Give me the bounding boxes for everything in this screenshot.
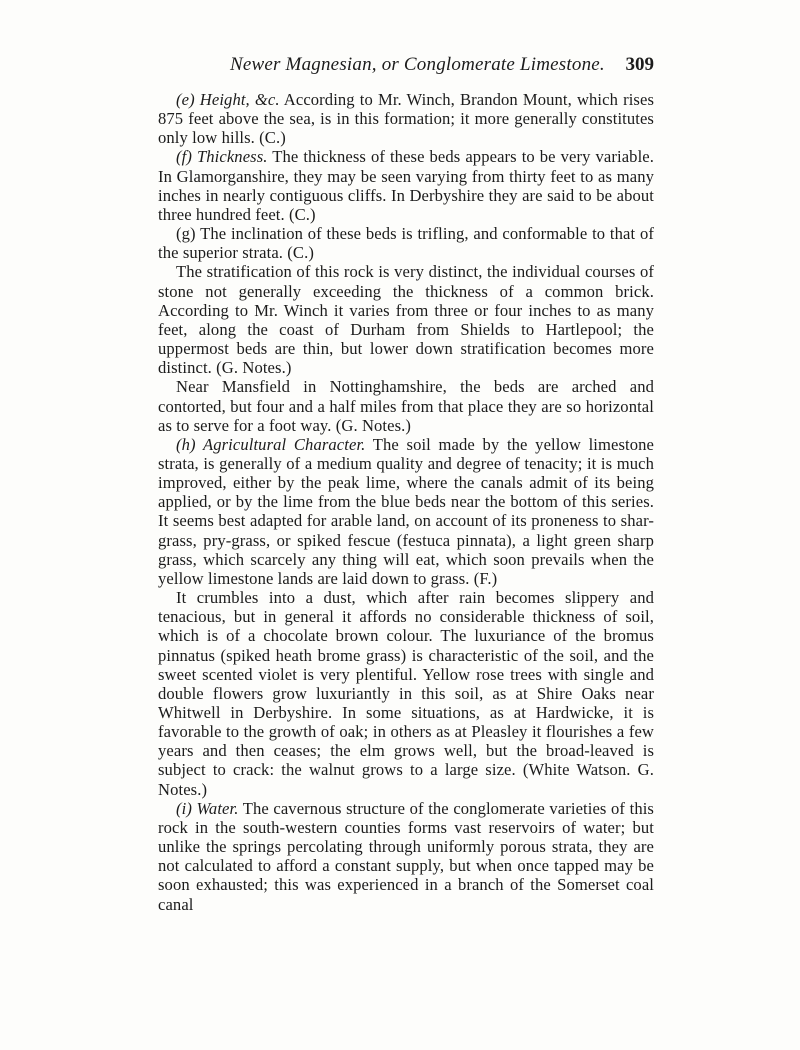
paragraph-text: Near Mansfield in Nottinghamshire, the beds are arched and contorted, but four and a half miles from that place they are so horizontal as to serve for a foot way. (G. Notes.): [158, 377, 654, 435]
section-label-thickness: (f) Thickness.: [176, 147, 268, 167]
paragraph-inclination: [158, 224, 654, 262]
running-title: Newer Magnesian, or Conglomerate Limestone.: [230, 54, 605, 75]
paragraph-soil: [158, 588, 654, 799]
paragraph-text: It crumbles into a dust, which after rain becomes slippery and tenacious, but in general it affords no considerable thickness of soil, which is of a chocolate brown colour. The luxuriance of the bromus pinnatus (spiked heath brome grass) is characteristic of the soil, and the sweet scented violet is very plentiful. Yellow rose trees with single and double flowers grow luxuriantly in this soil, as at Shire Oaks near Whitwell in Derbyshire. In some situations, as at Hardwicke, it is favorable to the growth of oak; in others as at Pleasley it flourishes a few years and then ceases; the elm grows well, but the broad-leaved is subject to crack: the walnut grows to a large size. (White Watson. G. Notes.): [158, 588, 654, 799]
paragraph-thickness: [158, 147, 654, 224]
paragraph-mansfield: [158, 377, 654, 434]
paragraph-text: The cavernous structure of the conglomerate varieties of this rock in the south-western counties forms vast reservoirs of water; but unlike the springs percolating through uniformly porous strata, they are not calculated to afford a constant supply, but when once tapped may be soon exhausted; this was experienced in a branch of the Somerset coal canal: [158, 798, 654, 914]
paragraph-agricultural-character: [158, 435, 654, 588]
paragraph-stratification: [158, 262, 654, 377]
paragraph-height: [158, 90, 654, 147]
paragraph-text: The stratification of this rock is very distinct, the individual courses of stone not generally exceeding the thickness of a common brick. According to Mr. Winch it varies from three or four inches to as many feet, along the coast of Durham from Shields to Hartlepool; the uppermost beds are thin, but lower down stratification becomes more distinct. (G. Notes.): [158, 262, 654, 378]
section-label-height: (e) Height, &c.: [176, 90, 280, 109]
paragraph-water: [158, 799, 654, 914]
paragraph-text: The thickness of these beds appears to be very variable. In Glamorganshire, they may be seen varying from thirty feet to as many inches in nearly contiguous cliffs. In Derbyshire they are said to be about three hundred feet. (C.): [158, 147, 654, 224]
section-label-water: (i) Water.: [176, 798, 239, 818]
running-head: [158, 54, 654, 80]
section-label-agricultural-character: (h) Agricultural Character.: [176, 434, 366, 454]
paragraph-text: The soil made by the yellow limestone strata, is generally of a medium quality and degree of tenacity; it is much improved, either by the peak lime, where the canals admit of its being applied, or by the lime from the blue beds near the bottom of this series. It seems best adapted for arable land, on account of its proneness to shar-grass, pry-grass, or spiked fescue (festuca pinnata), a light green sharp grass, which scarcely any thing will eat, which soon prevails when the yellow limestone lands are laid down to grass. (F.): [158, 434, 654, 588]
page-number: 309: [625, 54, 654, 75]
paragraph-text: (g) The inclination of these beds is trifling, and conformable to that of the superior strata. (C.): [158, 224, 654, 263]
paragraph-text: According to Mr. Winch, Brandon Mount, which rises 875 feet above the sea, is in this formation; it more generally constitutes only low hills. (C.): [158, 90, 654, 148]
body-text: [158, 90, 654, 914]
